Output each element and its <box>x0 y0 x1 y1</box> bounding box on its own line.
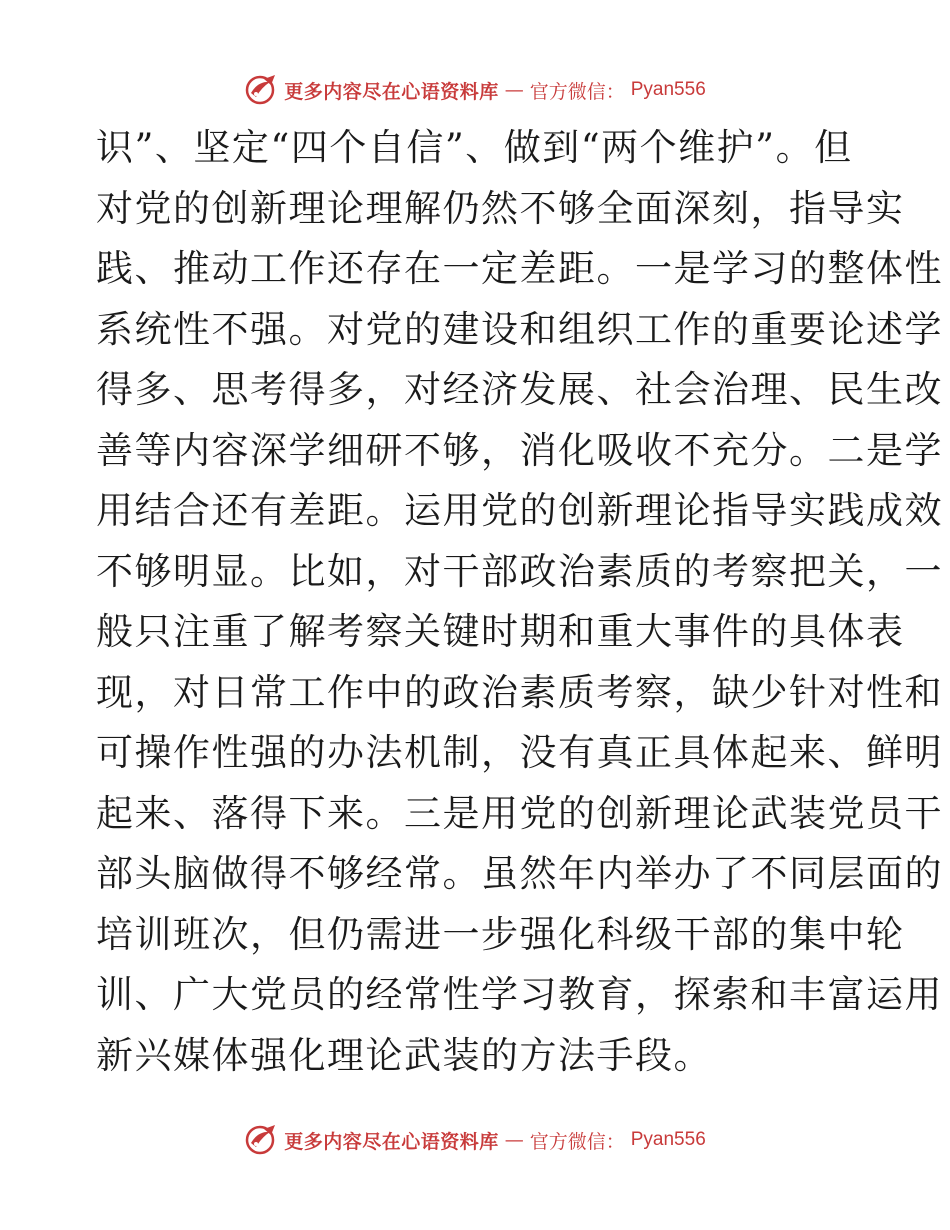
paragraph-line: 系统性不强。对党的建设和组织工作的重要论述学 <box>96 307 943 351</box>
paragraph-line: 般只注重了解考察关键时期和重大事件的具体表 <box>96 610 905 653</box>
paragraph-line: 起来、落得下来。三是用党的创新理论武装党员干 <box>96 791 943 835</box>
paragraph-line: 用结合还有差距。运用党的创新理论指导实践成效 <box>96 489 943 532</box>
paragraph-line: 新兴媒体强化理论武装的方法手段。 <box>96 1033 712 1077</box>
pen-logo-icon <box>244 1123 278 1157</box>
watermark-account-label: 官方微信： <box>529 1130 625 1153</box>
watermark-account-label: 官方微信： <box>529 80 625 103</box>
paragraph-line: 对党的创新理论理解仍然不够全面深刻，指导实 <box>96 186 905 230</box>
paragraph-line: 得多、思考得多，对经济发展、社会治理、民生改 <box>96 368 943 411</box>
watermark-text: 更多内容尽在心语资料库 <box>284 1130 499 1153</box>
paragraph-line: 现，对日常工作中的政治素质考察，缺少针对性和 <box>96 670 943 714</box>
watermark-separator: — <box>504 1129 524 1151</box>
paragraph-line: 训、广大党员的经常性学习教育，探索和丰富运用 <box>96 973 943 1016</box>
footer-watermark <box>0 1122 950 1158</box>
paragraph-line: 善等内容深学细研不够，消化吸收不充分。二是学 <box>96 428 943 472</box>
pen-logo-icon <box>244 73 278 107</box>
paragraph-line: 培训班次，但仍需进一步强化科级干部的集中轮 <box>96 912 905 956</box>
paragraph-line: 践、推动工作还存在一定差距。一是学习的整体性 <box>96 247 943 290</box>
paragraph-line: 不够明显。比如，对干部政治素质的考察把关，一 <box>96 549 943 593</box>
watermark-separator: — <box>504 79 524 101</box>
watermark-text: 更多内容尽在心语资料库 <box>284 80 499 103</box>
watermark-account-id: Pyan556 <box>630 79 706 100</box>
header-watermark <box>0 72 950 108</box>
watermark-account-id: Pyan556 <box>630 1129 706 1150</box>
paragraph-line: 部头脑做得不够经常。虽然年内举办了不同层面的 <box>96 852 943 895</box>
paragraph-line: 识”、坚定“四个自信”、做到“两个维护”。但 <box>96 126 853 169</box>
body-paragraph <box>96 118 943 1086</box>
paragraph-line: 可操作性强的办法机制，没有真正具体起来、鲜明 <box>96 731 943 774</box>
